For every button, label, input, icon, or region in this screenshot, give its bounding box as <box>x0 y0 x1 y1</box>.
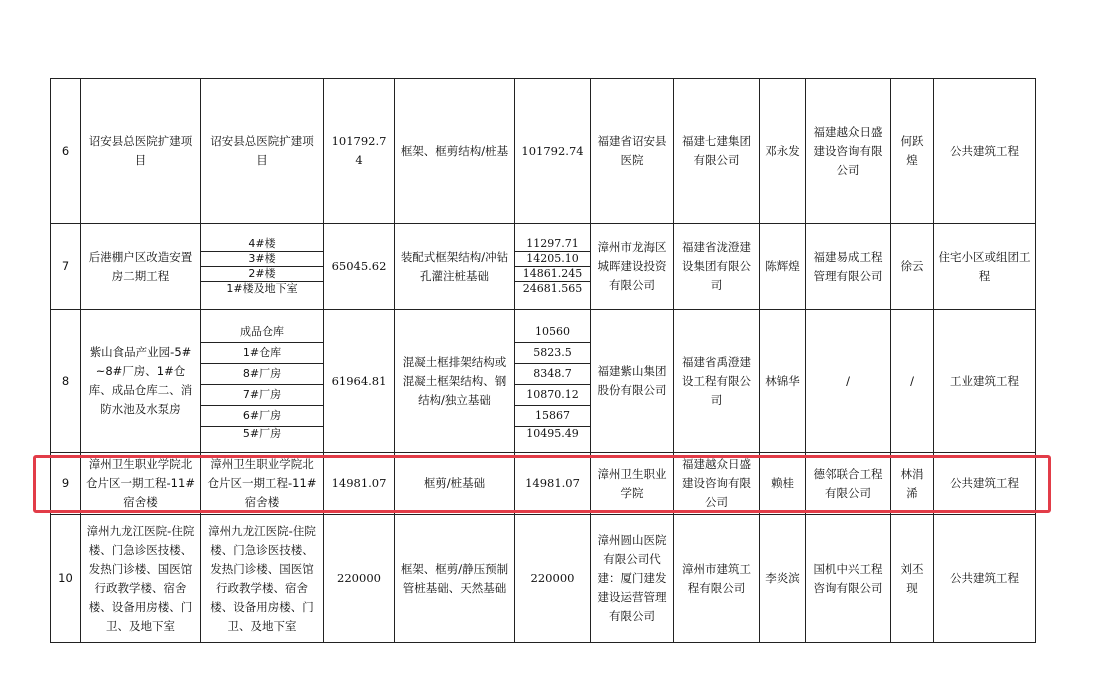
building-area: 15867 <box>515 405 590 426</box>
supervision-unit: 国机中兴工程咨询有限公司 <box>806 515 891 643</box>
building-area-list <box>515 224 591 310</box>
construction-unit: 福建七建集团有限公司 <box>674 79 760 224</box>
total-area: 65045.62 <box>324 224 395 310</box>
building-area: 24681.565 <box>522 282 583 295</box>
row-number: 6 <box>51 79 81 224</box>
building-area: 10495.49 <box>526 426 579 440</box>
building-name: 1#楼及地下室 <box>226 282 298 295</box>
row-number: 7 <box>51 224 81 310</box>
building-name: 7#厂房 <box>201 384 323 405</box>
project-type: 公共建筑工程 <box>934 79 1036 224</box>
table-row <box>51 79 1036 224</box>
subproject-area: 101792.74 <box>515 79 591 224</box>
project-manager: 陈辉煌 <box>760 224 806 310</box>
building-name: 2#楼 <box>201 267 323 282</box>
project-type: 工业建筑工程 <box>934 310 1036 453</box>
total-area: 101792.74 <box>324 79 395 224</box>
structure-type: 框剪/桩基础 <box>395 453 515 515</box>
table-row <box>51 453 1036 515</box>
supervision-unit: 福建越众日盛建设咨询有限公司 <box>806 79 891 224</box>
building-name: 3#楼 <box>201 252 323 267</box>
project-name: 诏安县总医院扩建项目 <box>81 79 201 224</box>
building-area: 14861.245 <box>515 267 590 282</box>
structure-type: 装配式框架结构/冲钻孔灌注桩基础 <box>395 224 515 310</box>
structure-type: 框架、框剪结构/桩基 <box>395 79 515 224</box>
subproject-area: 220000 <box>515 515 591 643</box>
chief-supervisor: / <box>891 310 934 453</box>
owner-unit: 漳州市龙海区城晖建设投资有限公司 <box>591 224 674 310</box>
total-area: 220000 <box>324 515 395 643</box>
project-name: 漳州九龙江医院-住院楼、门急诊医技楼、发热门诊楼、国医馆行政教学楼、宿舍楼、设备用房楼、门卫、及地下室 <box>81 515 201 643</box>
project-manager: 邓永发 <box>760 79 806 224</box>
construction-unit: 福建省泷澄建设集团有限公司 <box>674 224 760 310</box>
subproject-name: 诏安县总医院扩建项目 <box>201 79 324 224</box>
structure-type: 框架、框剪/静压预制管桩基础、天然基础 <box>395 515 515 643</box>
owner-unit: 福建紫山集团股份有限公司 <box>591 310 674 453</box>
building-area: 11297.71 <box>515 237 590 252</box>
table-row <box>51 515 1036 643</box>
construction-unit: 漳州市建筑工程有限公司 <box>674 515 760 643</box>
building-name: 4#楼 <box>201 237 323 252</box>
project-type: 公共建筑工程 <box>934 515 1036 643</box>
structure-type: 混凝土框排架结构或混凝土框架结构、钢结构/独立基础 <box>395 310 515 453</box>
supervision-unit: 福建易成工程管理有限公司 <box>806 224 891 310</box>
row-number: 9 <box>51 453 81 515</box>
building-list <box>201 310 324 453</box>
building-list <box>201 224 324 310</box>
building-name: 8#厂房 <box>201 363 323 384</box>
project-type: 公共建筑工程 <box>934 453 1036 515</box>
building-name: 5#厂房 <box>242 426 282 440</box>
building-area: 8348.7 <box>515 363 590 384</box>
chief-supervisor: 徐云 <box>891 224 934 310</box>
project-manager: 李炎滨 <box>760 515 806 643</box>
project-name: 紫山食品产业园-5#~8#厂房、1#仓库、成品仓库二、消防水池及水泵房 <box>81 310 201 453</box>
total-area: 61964.81 <box>324 310 395 453</box>
building-name: 成品仓库 <box>201 321 323 342</box>
project-manager: 赖桂 <box>760 453 806 515</box>
subproject-name: 漳州九龙江医院-住院楼、门急诊医技楼、发热门诊楼、国医馆行政教学楼、宿舍楼、设备用房楼、门卫、及地下室 <box>201 515 324 643</box>
project-name: 漳州卫生职业学院北仓片区一期工程-11#宿舍楼 <box>81 453 201 515</box>
subproject-name: 漳州卫生职业学院北仓片区一期工程-11#宿舍楼 <box>201 453 324 515</box>
building-area: 14205.10 <box>515 252 590 267</box>
building-area-list <box>515 310 591 453</box>
total-area: 14981.07 <box>324 453 395 515</box>
building-name: 1#仓库 <box>201 342 323 363</box>
chief-supervisor: 何跃煌 <box>891 79 934 224</box>
owner-unit: 漳州圆山医院有限公司代建：厦门建发建设运营管理有限公司 <box>591 515 674 643</box>
row-number: 10 <box>51 515 81 643</box>
chief-supervisor: 林涓浠 <box>891 453 934 515</box>
projects-table <box>50 78 1036 643</box>
building-name: 6#厂房 <box>201 405 323 426</box>
table-row <box>51 310 1036 453</box>
supervision-unit: 德邻联合工程有限公司 <box>806 453 891 515</box>
row-number: 8 <box>51 310 81 453</box>
chief-supervisor: 刘丕现 <box>891 515 934 643</box>
building-area: 10560 <box>515 321 590 342</box>
building-area: 10870.12 <box>515 384 590 405</box>
construction-unit: 福建省禹澄建设工程有限公司 <box>674 310 760 453</box>
supervision-unit: / <box>806 310 891 453</box>
construction-unit: 福建越众日盛建设咨询有限公司 <box>674 453 760 515</box>
owner-unit: 福建省诏安县医院 <box>591 79 674 224</box>
project-type: 住宅小区或组团工程 <box>934 224 1036 310</box>
building-area: 5823.5 <box>515 342 590 363</box>
project-name: 后港棚户区改造安置房二期工程 <box>81 224 201 310</box>
project-manager: 林锦华 <box>760 310 806 453</box>
subproject-area: 14981.07 <box>515 453 591 515</box>
owner-unit: 漳州卫生职业学院 <box>591 453 674 515</box>
table-row <box>51 224 1036 310</box>
